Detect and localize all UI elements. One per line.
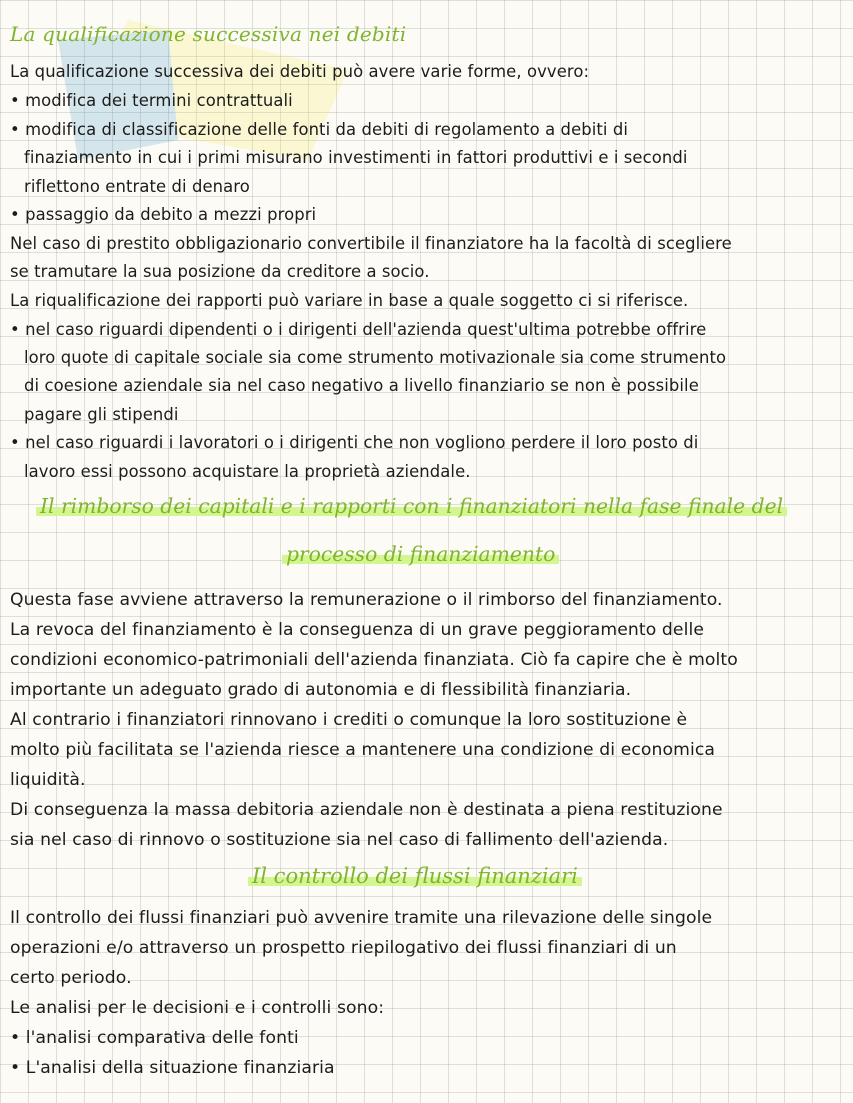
heading-rimborso-line1: Il rimborso dei capitali e i rapporti con i finanziatori nella fase finale del [36, 494, 787, 518]
text-line: di coesione aziendale sia nel caso negativo a livello finanziario se non è possibile [24, 376, 699, 395]
bullet-item: • passaggio da debito a mezzi propri [10, 205, 317, 224]
text-line: La revoca del finanziamento è la conseguenza di un grave peggioramento delle [10, 620, 705, 640]
heading-qualificazione: La qualificazione successiva nei debiti [10, 22, 407, 46]
text-line: pagare gli stipendi [24, 405, 179, 424]
bullet-item: • modifica di classificazione delle fonti da debiti di regolamento a debiti di [10, 120, 629, 139]
text-line: loro quote di capitale sociale sia come strumento motivazionale sia come strumento [24, 348, 727, 367]
text-line: condizioni economico-patrimoniali dell'azienda finanziata. Ciò fa capire che è molto [10, 650, 738, 670]
bullet-item: • L'analisi della situazione finanziaria [10, 1058, 335, 1078]
bullet-item: • modifica dei termini contrattuali [10, 91, 293, 110]
text-line: certo periodo. [10, 968, 132, 988]
text-line: Al contrario i finanziatori rinnovano i crediti o comunque la loro sostituzione è [10, 710, 688, 730]
text-line: Le analisi per le decisioni e i controlli sono: [10, 998, 385, 1018]
text-line: se tramutare la sua posizione da creditore a socio. [10, 262, 430, 281]
text-line: sia nel caso di rinnovo o sostituzione sia nel caso di fallimento dell'azienda. [10, 830, 669, 850]
text-line: Nel caso di prestito obbligazionario convertibile il finanziatore ha la facoltà di scegliere [10, 234, 732, 253]
heading-rimborso-line2: processo di finanziamento [282, 542, 559, 566]
text-line: Il controllo dei flussi finanziari può avvenire tramite una rilevazione delle singole [10, 908, 713, 928]
text-line: Di conseguenza la massa debitoria aziendale non è destinata a piena restituzione [10, 800, 723, 820]
text-line: La qualificazione successiva dei debiti può avere varie forme, ovvero: [10, 62, 590, 81]
text-line: lavoro essi possono acquistare la proprietà aziendale. [24, 462, 471, 481]
text-line: operazioni e/o attraverso un prospetto riepilogativo dei flussi finanziari di un [10, 938, 677, 958]
text-line: Questa fase avviene attraverso la remunerazione o il rimborso del finanziamento. [10, 590, 723, 610]
text-line: riflettono entrate di denaro [24, 177, 250, 196]
bullet-item: • l'analisi comparativa delle fonti [10, 1028, 299, 1048]
text-line: La riqualificazione dei rapporti può variare in base a quale soggetto ci si riferisce. [10, 291, 689, 310]
heading-controllo: Il controllo dei flussi finanziari [248, 864, 582, 888]
text-line: liquidità. [10, 770, 86, 790]
text-line: importante un adeguato grado di autonomia e di flessibilità finanziaria. [10, 680, 632, 700]
bullet-item: • nel caso riguardi i lavoratori o i dirigenti che non vogliono perdere il loro posto di [10, 433, 699, 452]
text-line: molto più facilitata se l'azienda riesce a mantenere una condizione di economica [10, 740, 716, 760]
bullet-item: • nel caso riguardi dipendenti o i dirigenti dell'azienda quest'ultima potrebbe offrire [10, 320, 707, 339]
text-line: finaziamento in cui i primi misurano investimenti in fattori produttivi e i secondi [24, 148, 688, 167]
